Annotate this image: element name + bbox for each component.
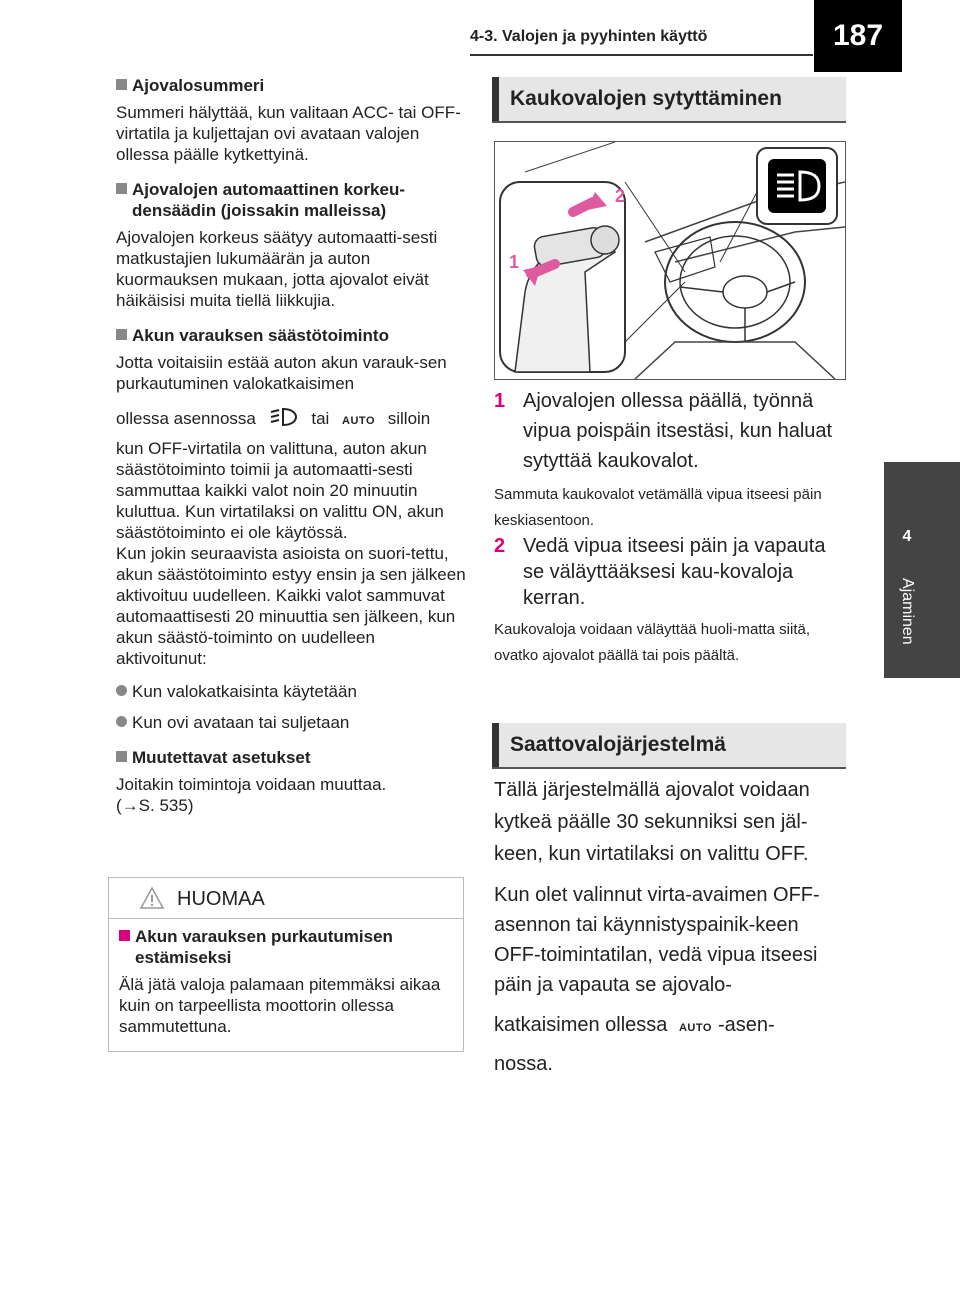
circle-bullet-icon (116, 716, 127, 727)
chapter-number: 4 (902, 528, 912, 545)
figure-label-1: 1 (509, 252, 520, 272)
section-body (494, 774, 844, 1079)
subheading-ajovalosummeri: Ajovalosummeri (116, 75, 466, 96)
paragraph: Summeri hälyttää, kun valitaan ACC- tai OFF-virtatila ja kuljettajan ovi avataan valojen ollessa päälle kytkettyinä. (116, 103, 461, 164)
auto-icon: AUTO (678, 1022, 712, 1034)
arrow-right-icon: → (121, 796, 139, 815)
warning-title: HUOMAA (177, 888, 265, 910)
square-bullet-icon (116, 329, 127, 340)
section-header-saattovalo (492, 723, 846, 769)
chapter-tab (884, 462, 960, 678)
step-2 (494, 533, 844, 669)
headlight-lever-illustration (494, 141, 846, 380)
section-header-kaukovalot (492, 77, 846, 123)
figure-label-2: 2 (615, 186, 626, 206)
page-reference: (→S. 535) (116, 796, 194, 815)
square-bullet-icon (116, 79, 127, 90)
step-2-text: 2 Vedä vipua itseesi päin ja vapauta se väläyttääksesi kau-kovaloja kerran. (494, 535, 826, 609)
step-1 (494, 386, 844, 534)
illustration-svg (495, 142, 845, 379)
page-number: 187 (814, 0, 902, 72)
step-number: 2 (494, 535, 506, 557)
subheading-korkeudensaadin: Ajovalojen automaattinen korkeu-densäädin (joissakin malleissa) (116, 179, 466, 221)
section-stripe (492, 723, 499, 767)
warning-header (109, 878, 463, 919)
step-1-text: 1 Ajovalojen ollessa päällä, työnnä vipua poispäin itsestäsi, kun haluat sytyttää kaukovalot. (494, 386, 844, 476)
step-2-note: Kaukovaloja voidaan väläyttää huoli-matta siitä, ovatko ajovalot päällä tai pois päältä. (494, 621, 811, 664)
section-title-kaukovalot: Kaukovalojen sytyttäminen (510, 87, 782, 110)
warning-triangle-icon (139, 886, 165, 910)
auto-icon: AUTO (342, 415, 376, 427)
paragraph: nossa. (494, 1053, 553, 1075)
square-bullet-icon (116, 183, 127, 194)
paragraph: Tällä järjestelmällä ajovalot voidaan kytkeä päälle 30 sekunniksi sen jäl-keen, kun virtatilaksi on valittu OFF. (494, 779, 810, 865)
chapter-label: Ajaminen (899, 578, 916, 645)
paragraph: Kun jokin seuraavista asioista on suori-tettu, akun säästötoiminto estyy ensin ja sen jälkeen aktivoituu uudelleen. Kaikki valot sammuvat automaattisesti 20 minuuttia sen jälkeen, kun akun säästö-toiminto on uudelleen aktivoitunut: (116, 544, 466, 668)
step-1-note: Sammuta kaukovalot vetämällä vipua itseesi päin keskiasentoon. (494, 486, 822, 529)
paragraph: Joitakin toimintoja voidaan muuttaa. (116, 775, 387, 794)
subheading-asetukset: Muutettavat asetukset (116, 747, 466, 768)
headlight-low-beam-icon (269, 406, 299, 428)
warning-text: Älä jätä valoja palamaan pitemmäksi aikaa kuin on tarpeellista moottorin ollessa sammutettuna. (119, 975, 441, 1036)
header-rule (470, 54, 813, 56)
subheading-saastotoiminto: Akun varauksen säästötoiminto (116, 325, 466, 346)
paragraph: Kun olet valinnut virta-avaimen OFF-asennon tai käynnistyspainik-keen OFF-toimintatilan, vedä vipua itseesi päin ja vapauta se ajovalo- (494, 884, 820, 996)
square-bullet-icon (116, 751, 127, 762)
left-column (116, 75, 466, 816)
list-item: Kun valokatkaisinta käytetään (116, 681, 466, 702)
section-title-saattovalo: Saattovalojärjestelmä (510, 733, 726, 756)
paragraph: kun OFF-virtatila on valittuna, auton akun säästötoiminto toimii ja automaatti-sesti sammuttaa kaikki valot noin 20 minuutin kuluttua. Kun virtatilaksi on valittu ON, akun säästötoiminto ei ole käytössä. (116, 439, 444, 542)
paragraph-inline-icons: ollessa asennossa tai AUTO silloin (116, 406, 466, 432)
step-number: 1 (494, 390, 506, 412)
paragraph-inline-icon: katkaisimen ollessa AUTO -asen- (494, 1014, 775, 1036)
warning-subtitle: Akun varauksen purkautumisen estämiseksi (119, 926, 465, 968)
paragraph: Jotta voitaisiin estää auton akun varauk-sen purkautuminen valokatkaisimen (116, 353, 447, 393)
circle-bullet-icon (116, 685, 127, 696)
warning-box (108, 877, 464, 1052)
reference-link[interactable]: S. 535 (138, 796, 188, 815)
list-item: Kun ovi avataan tai suljetaan (116, 712, 466, 733)
section-stripe (492, 77, 499, 121)
square-bullet-icon (119, 930, 130, 941)
paragraph: Ajovalojen korkeus säätyy automaatti-sesti matkustajien lukumäärän ja auton kuormauksen mukaan, jotta ajovalot eivät häikäisisi muita tiellä liikkujia. (116, 228, 438, 310)
section-title: 4-3. Valojen ja pyyhinten käyttö (470, 28, 708, 45)
